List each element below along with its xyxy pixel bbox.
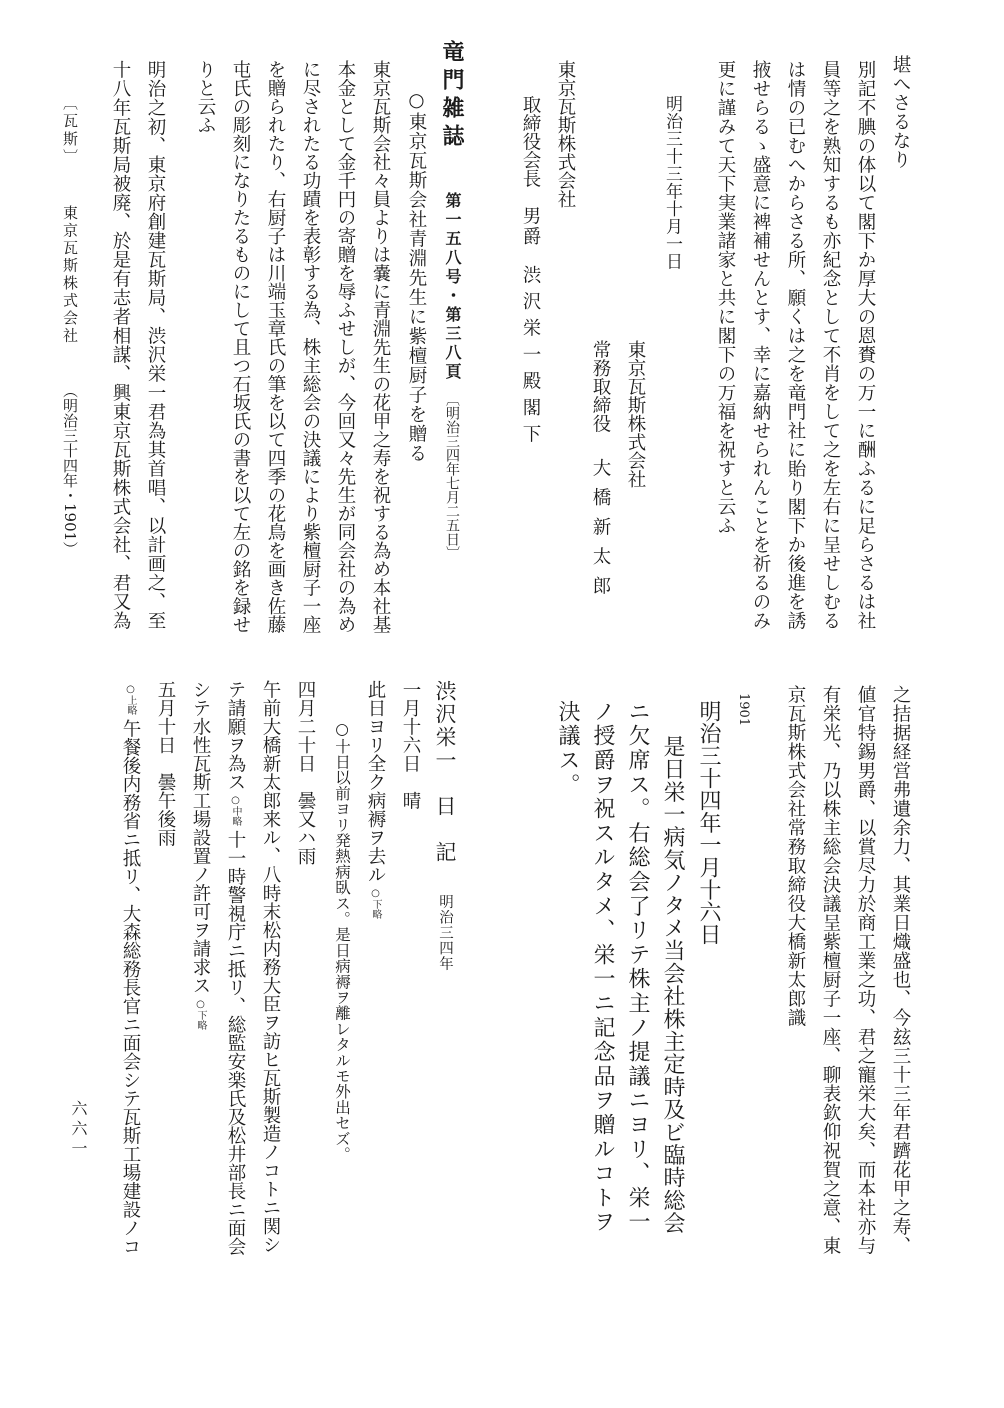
sender-company: 東京瓦斯株式会社 [625,340,646,488]
article-line: に尽されたる功蹟を表彰する為、株主総会の決議により紫檀厨子一座 [300,60,321,634]
omission-note: ○中略 [230,795,241,826]
source-title: 竜門雑誌 [439,40,465,152]
diary-line: 午前大橋新太郎来ル、八時末松内務大臣ヲ訪ヒ瓦斯製造ノコトニ関シ [260,680,281,1254]
inscription-line: 之拮据経営弗遺余力、其業日熾盛也、今玆三十三年君躋花甲之寿、 [890,685,911,1255]
diary-line: 五月十日 曇午後雨 [155,680,176,847]
header-company: 東京瓦斯株式会社 [61,205,79,345]
article-heading: ○東京瓦斯会社青淵先生に紫檀厨子を贈る [406,90,427,463]
article-line: を贈られたり、右厨子は川端玉章氏の筆を以て四季の花鳥を画き佐藤 [265,60,286,634]
recipient-company: 東京瓦斯株式会社 [555,60,576,208]
diary-line [116,680,144,1256]
header-year: （明治三十四年・1901） [61,383,79,557]
diary-line [361,680,389,923]
record-year-label: 1901 [736,693,751,727]
letter-line: は情の已むへからさる所、願くは之を竜門社に貽り閣下か後進を誘 [785,60,806,630]
sender-title: 常務取締役 [590,340,611,433]
article-line: 東京瓦斯会社々員よりは嚢に青淵先生の花甲之寿を祝する為め本社基 [370,60,391,634]
article-line: りと云ふ [195,60,216,134]
sender-signature [586,340,614,605]
diary-line: 一月十六日 晴 [400,680,421,810]
diary-annotation: ○十日以前ヨリ発熱病臥ス。是日病褥ヲ離レタルモ外出セズ。 [333,720,351,1163]
inscription-line: 有栄光、乃以株主総会決議呈紫檀厨子一座、聊表欽仰祝賀之意、東 [820,685,841,1255]
letter-line: 堪へさるなり [890,55,911,169]
record-line: 決議ス。 [555,700,580,798]
header-category: 〔瓦斯〕 [61,95,79,167]
omission-note: ○下略 [370,887,381,919]
inscription-line: 京瓦斯株式会社常務取締役大橋新太郎識 [785,685,806,1027]
page-number: 六六一 [69,1100,88,1160]
sender-name: 大橋新太郎 [590,457,611,605]
article-line: 本金として金千円の寄贈を辱ふせしが、今回又々先生が同会社の為め [335,60,356,634]
article-line: 屯氏の彫刻になりたるものにして且つ石坂氏の書を以て左の銘を録せ [230,60,251,634]
source-date: 〔明治三四年七月二五日〕 [444,392,460,560]
diary-text: 十一時警視庁ニ抵リ、総監安楽氏及松井部長ニ面会 [225,830,246,1256]
diary-title: 渋沢栄一 日 記 [433,680,457,864]
source-citation [436,40,468,560]
diary-text: テ請願ヲ為ス [225,680,246,791]
diary-text: 午餐後内務省ニ抵リ、大森総務長官ニ面会シテ瓦斯工場建設ノコ [120,719,141,1256]
source-issue: 第一五八号・第三八頁 [443,192,462,382]
inscription-line: 値官特錫男爵、以賞尽力於商工業之功、君之寵栄大矣、而本社亦与 [855,685,876,1255]
diary-text: シテ水性瓦斯工場設置ノ許可ヲ請求ス [190,680,211,995]
inscription-line: 十八年瓦斯局被廃、於是有志者相謀、興東京瓦斯株式会社、君又為 [110,60,131,630]
running-header [58,95,82,556]
recipient-rank: 男爵 [520,205,541,247]
record-line: ニ欠席ス。右総会了リテ株主ノ提議ニヨリ、栄一 [625,700,650,1235]
record-line: 是日栄一病気ノタメ当会社株主定時及ビ臨時総会 [660,735,685,1235]
inscription-line: 明治之初、東京府創建瓦斯局、渋沢栄一君為其首唱、以計画之、至 [145,60,166,630]
diary-line: 四月二十日 曇又ハ雨 [295,680,316,865]
diary-line [221,680,249,1256]
recipient-address [516,95,544,450]
record-date: 明治三十四年一月十六日 [696,700,721,946]
recipient-name: 渋沢栄一殿閣下 [520,264,541,450]
omission-note: ○下略 [195,998,206,1030]
record-line: ノ授爵ヲ祝スルタメ、栄一ニ記念品ヲ贈ルコトヲ [590,700,615,1235]
diary-heading [430,680,460,972]
letter-line: 員等之を熟知するも亦紀念として不肖をして之を左右に呈せしむる [820,60,841,630]
diary-text: 此日ヨリ全ク病褥ヲ去ル [365,680,386,884]
diary-year: 明治三四年 [437,894,453,972]
letter-line: 更に謹みて天下実業諸家と共に閣下の万福を祝すと云ふ [715,60,736,535]
letter-line: 掖せらるゝ盛意に裨補せんとす、幸に嘉納せられんことを祈るのみ [750,60,771,630]
omission-note: ○上略 [125,684,136,715]
recipient-title: 取締役会長 [520,95,541,188]
diary-line [186,680,214,1034]
letter-line: 別記不腆の体以て閣下か厚大の恩賚の万一に酬ふるに足らさるは社 [855,60,876,630]
letter-date: 明治三十三年十月一日 [662,95,682,270]
